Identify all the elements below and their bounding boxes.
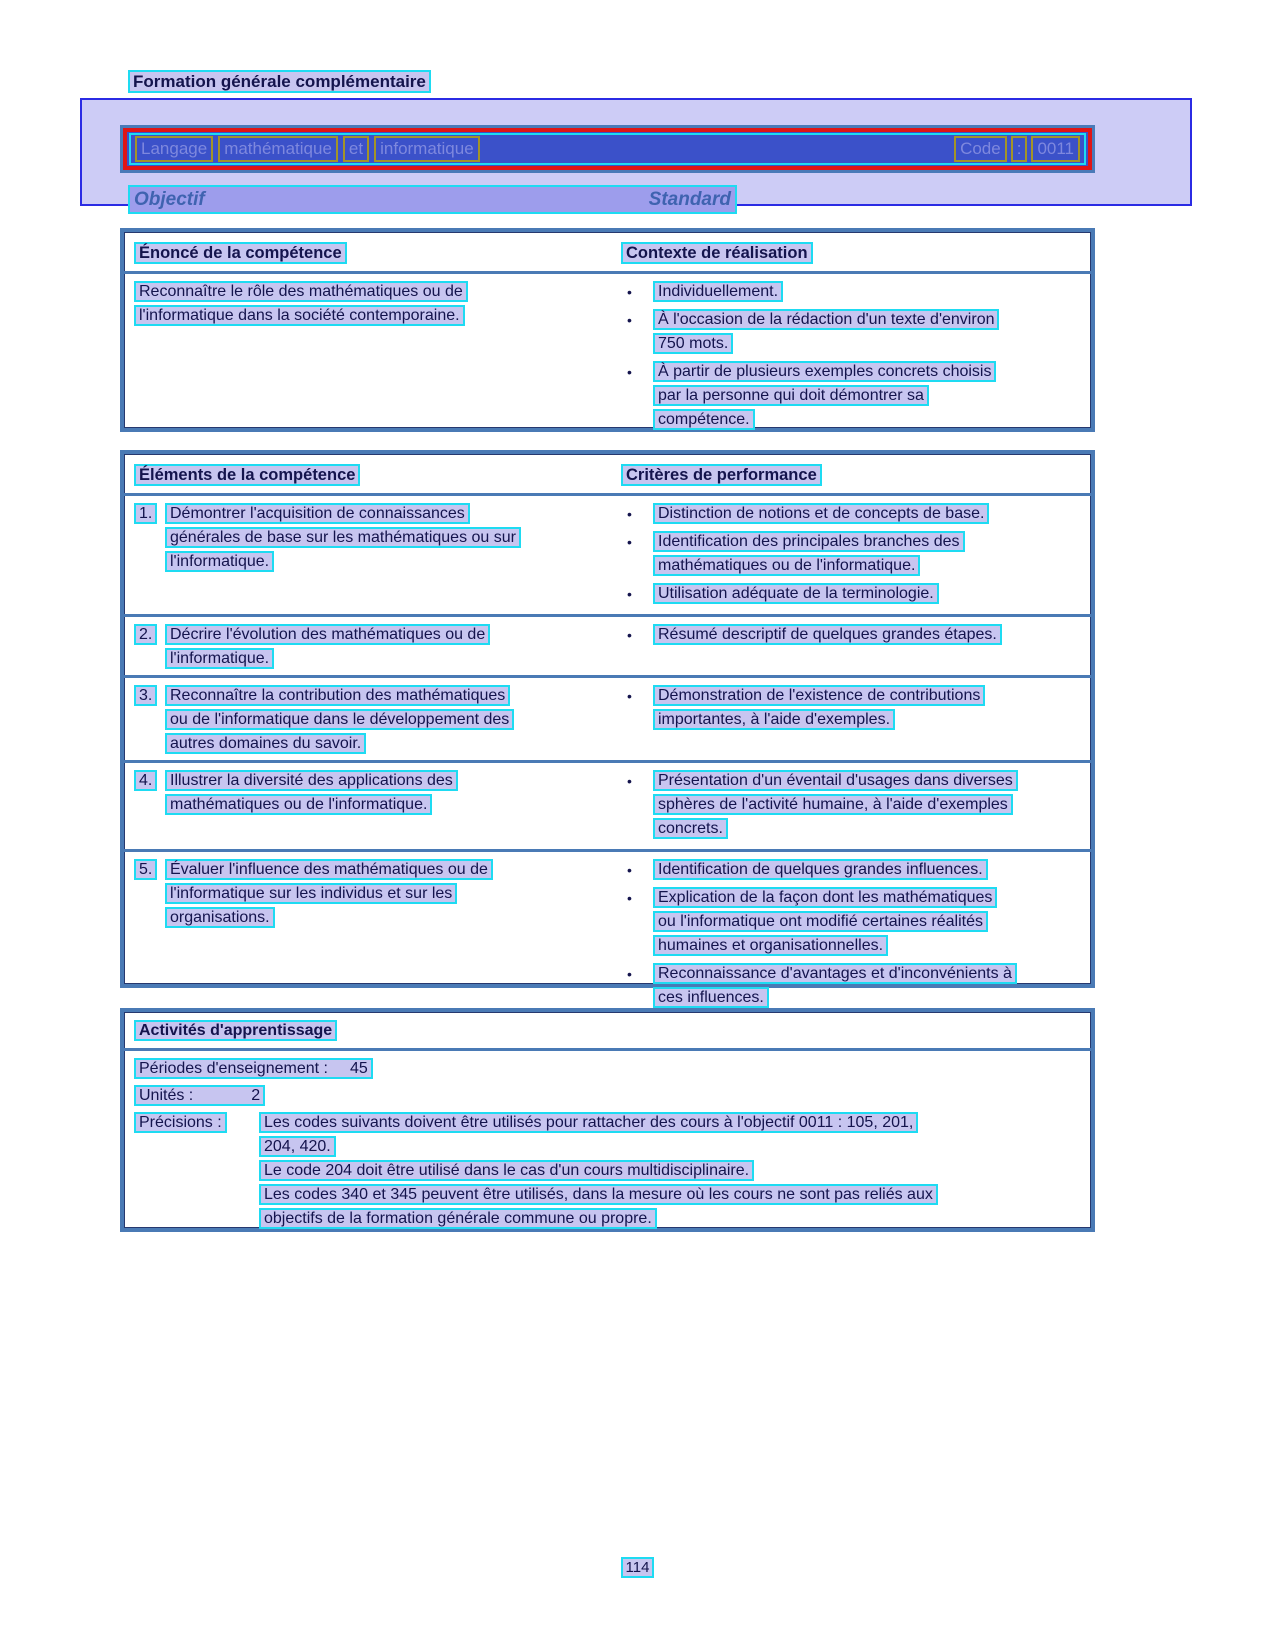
highlighted-text: importantes, à l'aide d'exemples. — [653, 709, 895, 730]
criteres-1 — [621, 502, 1081, 610]
text-line — [259, 1111, 938, 1135]
highlighted-text: l'informatique dans la société contemporaine. — [134, 305, 465, 326]
element-number — [134, 684, 165, 756]
text-line — [653, 708, 1081, 732]
highlighted-text: À l'occasion de la rédaction d'un texte d'environ — [653, 309, 999, 330]
precisions-row — [134, 1111, 1081, 1231]
bullet-icon: • — [627, 364, 632, 380]
bullet-text — [653, 530, 1081, 578]
bullet-text — [653, 684, 1081, 732]
text-line — [653, 280, 1081, 304]
criteres-3 — [621, 684, 1081, 756]
bullet-item — [621, 530, 1081, 578]
bullet-item — [621, 280, 1081, 304]
bullet-icon: • — [627, 862, 632, 878]
element-text — [165, 769, 621, 845]
text-line — [165, 708, 621, 732]
table2-col1-header-text: Éléments de la compétence — [134, 464, 360, 486]
table2-header-row — [124, 454, 1091, 496]
table1-body-row — [124, 274, 1091, 440]
table2-col2-header-text: Critères de performance — [621, 464, 822, 486]
table2-row-4 — [124, 760, 1091, 849]
highlighted-text: générales de base sur les mathématiques ou sur — [165, 527, 521, 548]
bullet-text — [653, 886, 1081, 958]
highlighted-text: mathématiques ou de l'informatique. — [165, 794, 432, 815]
highlighted-text: objectifs de la formation générale commune ou propre. — [259, 1208, 657, 1229]
element-5 — [134, 858, 621, 1014]
table2-row-2 — [124, 614, 1091, 675]
table2-row-1 — [124, 496, 1091, 614]
bullet-text — [653, 962, 1081, 1010]
table1-header-row — [124, 232, 1091, 274]
precisions-label-cell — [134, 1111, 259, 1231]
text-line — [653, 530, 1081, 554]
text-line — [653, 502, 1081, 526]
element-3 — [134, 684, 621, 756]
bullet-item — [621, 684, 1081, 732]
bullet-icon: • — [627, 627, 632, 643]
text-line — [259, 1207, 938, 1231]
text-line — [653, 384, 1081, 408]
text-line — [653, 332, 1081, 356]
bullet-item — [621, 858, 1081, 882]
element-number-text: 1. — [134, 503, 157, 524]
highlighted-text: À partir de plusieurs exemples concrets choisis — [653, 361, 996, 382]
text-line — [653, 986, 1081, 1010]
highlighted-text: Individuellement. — [653, 281, 783, 302]
highlighted-text: mathématiques ou de l'informatique. — [653, 555, 920, 576]
page-number-text: 114 — [621, 1557, 655, 1578]
element-1 — [134, 502, 621, 610]
highlighted-text: Illustrer la diversité des applications des — [165, 770, 458, 791]
banner-title-word: informatique — [374, 136, 480, 162]
banner-title-word: et — [343, 136, 369, 162]
text-line — [653, 934, 1081, 958]
element-text — [165, 502, 621, 610]
banner-code-value: 0011 — [1031, 136, 1080, 162]
table1-col2-header — [621, 241, 1081, 265]
highlighted-text: autres domaines du savoir. — [165, 733, 366, 754]
text-line — [653, 793, 1081, 817]
criteres-5 — [621, 858, 1081, 1014]
text-line — [165, 732, 621, 756]
objectif-heading: Objectif — [134, 189, 205, 210]
bullet-item — [621, 962, 1081, 1010]
text-line — [653, 360, 1081, 384]
bullet-text — [653, 360, 1081, 432]
banner-title-word: mathématique — [218, 136, 338, 162]
element-number-text: 3. — [134, 685, 157, 706]
highlighted-text: Le code 204 doit être utilisé dans le cas d'un cours multidisciplinaire. — [259, 1160, 754, 1181]
bullet-item — [621, 623, 1081, 647]
banner-title — [135, 136, 485, 162]
elements-criteres-table — [120, 450, 1095, 1006]
periodes-box — [134, 1058, 373, 1079]
highlighted-text: l'informatique. — [165, 551, 274, 572]
table2-row-5 — [124, 849, 1091, 1018]
text-line — [134, 280, 621, 304]
highlighted-text: Reconnaître la contribution des mathématiques — [165, 685, 510, 706]
activites-table — [120, 1008, 1095, 1232]
text-line — [165, 647, 621, 671]
unites-value: 2 — [251, 1087, 261, 1104]
activites-header-text: Activités d'apprentissage — [134, 1020, 337, 1041]
element-4 — [134, 769, 621, 845]
text-line — [653, 308, 1081, 332]
highlighted-text: Résumé descriptif de quelques grandes étapes. — [653, 624, 1002, 645]
contexte-bullets — [621, 280, 1081, 436]
bullet-item — [621, 582, 1081, 606]
text-line — [165, 550, 621, 574]
bullet-item — [621, 886, 1081, 958]
highlighted-text: Identification de quelques grandes influences. — [653, 859, 988, 880]
enonce-contexte-table — [120, 228, 1095, 432]
highlighted-text: ces influences. — [653, 987, 769, 1008]
bullet-icon: • — [627, 586, 632, 602]
bullet-icon: • — [627, 506, 632, 522]
text-line — [259, 1183, 938, 1207]
unites-box — [134, 1085, 265, 1106]
bullet-icon: • — [627, 773, 632, 789]
text-line — [653, 962, 1081, 986]
highlighted-text: Les codes suivants doivent être utilisés pour rattacher des cours à l'objectif 0011 : 105, 201, — [259, 1112, 918, 1133]
text-line — [165, 623, 621, 647]
bullet-icon: • — [627, 534, 632, 550]
highlighted-text: Démontrer l'acquisition de connaissances — [165, 503, 470, 524]
text-line — [259, 1135, 938, 1159]
highlighted-text: Distinction de notions et de concepts de base. — [653, 503, 989, 524]
text-line — [165, 684, 621, 708]
table2-col2-header — [621, 463, 1081, 487]
bullet-text — [653, 623, 1081, 647]
text-line — [653, 554, 1081, 578]
bullet-icon: • — [627, 312, 632, 328]
precisions-label: Précisions : — [134, 1112, 227, 1133]
element-number-text: 4. — [134, 770, 157, 791]
highlighted-text: par la personne qui doit démontrer sa — [653, 385, 929, 406]
text-line — [165, 526, 621, 550]
highlighted-text: organisations. — [165, 907, 275, 928]
bullet-text — [653, 502, 1081, 526]
text-line — [653, 910, 1081, 934]
title-banner — [120, 125, 1095, 173]
title-banner-line — [129, 133, 1086, 165]
highlighted-text: Les codes 340 et 345 peuvent être utilisés, dans la mesure où les cours ne sont pas reliés aux — [259, 1184, 938, 1205]
table1-col1-header — [134, 241, 621, 265]
bullet-item — [621, 360, 1081, 432]
banner-title-word: Langage — [135, 136, 213, 162]
table1-col2-header-text: Contexte de réalisation — [621, 242, 813, 264]
unites-label: Unités : — [139, 1087, 194, 1104]
banner-code — [950, 136, 1080, 162]
highlighted-text: Décrire l'évolution des mathématiques ou de — [165, 624, 490, 645]
table1-col1-header-text: Énoncé de la compétence — [134, 242, 347, 264]
page-number — [0, 1556, 1275, 1580]
text-line — [653, 684, 1081, 708]
text-line — [165, 882, 621, 906]
element-number — [134, 858, 165, 1014]
element-text — [165, 684, 621, 756]
highlighted-text: concrets. — [653, 818, 728, 839]
standard-heading: Standard — [648, 189, 731, 210]
banner-code-label: Code — [954, 136, 1007, 162]
highlighted-text: 204, 420. — [259, 1136, 336, 1157]
bullet-icon: • — [627, 890, 632, 906]
activites-header — [124, 1012, 1091, 1051]
bullet-icon: • — [627, 284, 632, 300]
text-line — [134, 304, 621, 328]
bullet-icon: • — [627, 966, 632, 982]
element-number — [134, 623, 165, 671]
highlighted-text: Évaluer l'influence des mathématiques ou de — [165, 859, 493, 880]
element-text — [165, 623, 621, 671]
text-line — [259, 1159, 938, 1183]
text-line — [653, 858, 1081, 882]
running-header — [128, 70, 431, 94]
bullet-icon: • — [627, 688, 632, 704]
highlighted-text: sphères de l'activité humaine, à l'aide d'exemples — [653, 794, 1013, 815]
unites-row — [134, 1084, 1081, 1108]
highlighted-text: Explication de la façon dont les mathématiques — [653, 887, 997, 908]
competence-statement — [134, 280, 621, 436]
text-line — [165, 769, 621, 793]
criteres-2 — [621, 623, 1081, 671]
element-number-text: 2. — [134, 624, 157, 645]
highlighted-text: Utilisation adéquate de la terminologie. — [653, 583, 939, 604]
text-line — [165, 793, 621, 817]
text-line — [653, 623, 1081, 647]
text-line — [653, 886, 1081, 910]
highlighted-text: ou l'informatique ont modifié certaines réalités — [653, 911, 988, 932]
highlighted-text: l'informatique sur les individus et sur les — [165, 883, 457, 904]
running-header-text: Formation générale complémentaire — [128, 70, 431, 93]
element-number — [134, 502, 165, 610]
bullet-text — [653, 858, 1081, 882]
bullet-item — [621, 308, 1081, 356]
highlighted-text: Identification des principales branches des — [653, 531, 965, 552]
bullet-text — [653, 308, 1081, 356]
highlighted-text: Reconnaissance d'avantages et d'inconvénients à — [653, 963, 1017, 984]
highlighted-text: l'informatique. — [165, 648, 274, 669]
criteres-4 — [621, 769, 1081, 845]
table2-row-3 — [124, 675, 1091, 760]
highlighted-text: humaines et organisationnelles. — [653, 935, 888, 956]
objectif-standard-heading — [128, 185, 737, 214]
title-banner-annotation-box — [123, 128, 1092, 170]
highlighted-text: Démonstration de l'existence de contributions — [653, 685, 985, 706]
highlighted-text: compétence. — [653, 409, 755, 430]
highlighted-text: Reconnaître le rôle des mathématiques ou de — [134, 281, 468, 302]
periodes-row — [134, 1057, 1081, 1081]
text-line — [653, 769, 1081, 793]
banner-code-separator: : — [1011, 136, 1028, 162]
text-line — [165, 906, 621, 930]
text-line — [653, 582, 1081, 606]
table2-col1-header — [134, 463, 621, 487]
text-line — [165, 858, 621, 882]
highlighted-text: 750 mots. — [653, 333, 733, 354]
highlighted-text: ou de l'informatique dans le développement des — [165, 709, 514, 730]
bullet-item — [621, 502, 1081, 526]
text-line — [653, 817, 1081, 841]
element-text — [165, 858, 621, 1014]
periodes-label: Périodes d'enseignement : — [139, 1060, 328, 1077]
periodes-value: 45 — [349, 1060, 368, 1077]
activites-body — [124, 1051, 1091, 1237]
precisions-text — [259, 1111, 938, 1231]
text-line — [653, 408, 1081, 432]
bullet-text — [653, 769, 1081, 841]
bullet-item — [621, 769, 1081, 841]
element-number-text: 5. — [134, 859, 157, 880]
element-2 — [134, 623, 621, 671]
element-number — [134, 769, 165, 845]
text-line — [165, 502, 621, 526]
bullet-text — [653, 280, 1081, 304]
highlighted-text: Présentation d'un éventail d'usages dans diverses — [653, 770, 1018, 791]
bullet-text — [653, 582, 1081, 606]
